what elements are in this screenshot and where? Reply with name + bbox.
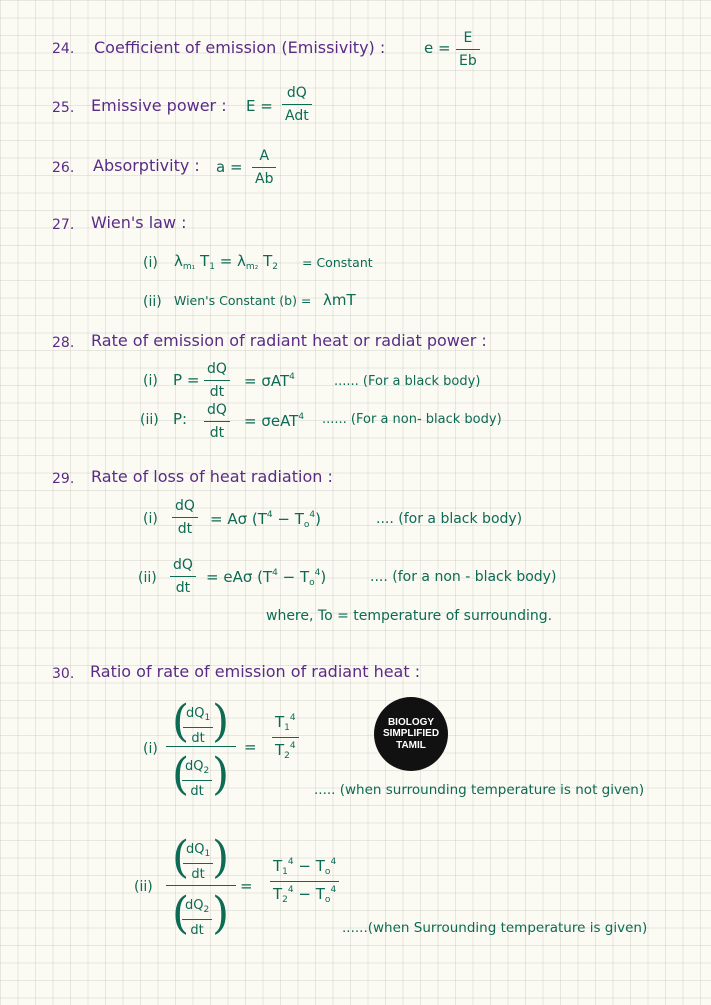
item-30-line2-close-paren-top: ) (212, 832, 230, 883)
item-26-lhs: a = (216, 158, 243, 176)
item-29-line2-fraction (170, 558, 196, 595)
item-30-line1-equals: = (244, 738, 257, 756)
item-30-line2-rhs-fraction (270, 858, 339, 905)
item-30-line1-close-paren-bottom: ) (212, 749, 230, 800)
item-28-line1-frac-top: dQ (207, 361, 227, 377)
item-30-line2-top-fraction (183, 843, 213, 881)
item-27-number: 27. (52, 217, 75, 233)
item-25-fraction (282, 86, 312, 123)
item-24-fraction (456, 31, 480, 68)
item-29-where-note: where, To = temperature of surrounding. (266, 608, 553, 624)
item-30-line2-main-bar (166, 885, 236, 886)
item-30-line2-numerator: $T_1^4 - T_o^4$ (273, 857, 337, 877)
item-30-number: 30. (52, 666, 75, 682)
item-30-line1-main-bar (166, 746, 236, 747)
item-28-line2-rhs: = σeAT$^4$ (244, 412, 305, 430)
item-28-line2-fraction (204, 403, 230, 440)
item-28-number: 28. (52, 335, 75, 351)
item-30-line1-open-paren-top: ( (172, 696, 190, 747)
item-29-line2-frac-den: dt (175, 580, 191, 596)
item-28-line2-label: (ii) (140, 412, 159, 428)
item-28-line2-note: ...... (For a non- black body) (322, 412, 502, 427)
item-28-line1-rhs-text: = σAT (244, 372, 290, 390)
item-30-line1-dt-top: dt (191, 731, 205, 746)
item-28-line1-fraction (204, 362, 230, 399)
logo-line-1: BIOLOGY (387, 716, 435, 728)
item-30-line2-close-paren-bottom: ) (212, 888, 230, 939)
item-29-line1-frac-den: dt (177, 521, 193, 537)
item-30-line2-open-paren-top: ( (172, 832, 190, 883)
item-30-line1-t1: $T_1^4$ (275, 713, 296, 733)
item-27-line2-rhs: λmT (323, 291, 356, 309)
item-30-line2-note: ......(when Surrounding temperature is given) (342, 920, 648, 936)
item-29-line1-note: .... (for a black body) (376, 511, 523, 527)
item-30-line2-label: (ii) (134, 879, 153, 895)
item-28-line1-rhs: = σAT$^4$ (244, 372, 295, 390)
item-28-line1-lhs: P = (173, 371, 200, 389)
item-25-lhs: E = (246, 97, 273, 115)
item-30-line1-dt-bottom: dt (190, 784, 204, 799)
item-30-line2-dt-bottom: dt (190, 923, 204, 938)
item-24-lhs: e = (424, 39, 451, 57)
item-29-line2-rhs: = eAσ $(T^4 - T_o^4)$ (206, 568, 327, 588)
item-29-line1-rhs-text: = Aσ (T (210, 510, 267, 528)
item-26-number: 26. (52, 160, 75, 176)
item-28-line1-label: (i) (143, 373, 158, 389)
item-30-line1-dq1: $dQ_1$ (186, 706, 211, 723)
item-29-number: 29. (52, 471, 75, 487)
item-29-title: Rate of loss of heat radiation : (91, 467, 333, 486)
item-30-line2-dq1: $dQ_1$ (186, 842, 211, 859)
item-28-line1-frac-den: dt (209, 384, 225, 400)
logo-line-3: TAMIL (396, 739, 426, 751)
item-28-line1-note: ...... (For a black body) (334, 374, 481, 389)
item-25-numerator: dQ (286, 85, 307, 101)
item-27-line2-text: Wien's Constant (b) = (174, 293, 312, 308)
item-30-line1-dq2: $dQ_2$ (185, 759, 210, 776)
item-30-line2-denominator: $T_2^4 - T_o^4$ (273, 885, 337, 905)
item-30-line2-open-paren-bottom: ( (172, 888, 190, 939)
item-29-line1-label: (i) (143, 511, 158, 527)
item-28-line2-rhs-text: = σeAT (244, 412, 299, 430)
item-29-line2-frac-top: dQ (173, 557, 193, 573)
item-29-line2-label: (ii) (138, 570, 157, 586)
item-30-line1-bottom-fraction (182, 760, 212, 798)
item-24-number: 24. (52, 41, 75, 57)
item-27-line1-formula: $\lambda_{m_1}$ $T_1 = \lambda_{m_2}$ $T_2$ (174, 252, 278, 272)
item-27-line1-constant: = Constant (302, 255, 373, 270)
item-29-line1-fraction (172, 499, 198, 536)
logo-line-2: SIMPLIFIED (382, 728, 440, 740)
item-24-denominator: Eb (459, 53, 477, 69)
item-30-line1-rhs-fraction (272, 714, 299, 761)
item-25-number: 25. (52, 100, 75, 116)
item-30-line1-note: ..... (when surrounding temperature is not given) (314, 782, 645, 798)
biology-simplified-tamil-logo (374, 697, 448, 771)
item-26-numerator: A (259, 148, 270, 164)
item-25-title: Emissive power : (91, 96, 227, 115)
item-26-fraction (252, 149, 276, 186)
item-30-line1-label: (i) (143, 741, 158, 757)
item-30-line1-open-paren-bottom: ( (172, 749, 190, 800)
item-28-line2-lhs: P: (173, 410, 188, 428)
item-30-line2-bottom-fraction (182, 899, 212, 937)
item-28-line2-frac-den: dt (209, 425, 225, 441)
item-24-numerator: E (463, 30, 473, 46)
item-25-denominator: Adt (285, 108, 309, 124)
item-28-line2-frac-top: dQ (207, 402, 227, 418)
item-27-title: Wien's law : (91, 213, 187, 232)
item-30-line1-top-fraction (183, 707, 213, 745)
item-29-line1-rhs: = Aσ $(T^4 - T_o^4)$ (210, 510, 322, 530)
item-26-denominator: Ab (255, 171, 274, 187)
item-24-title: Coefficient of emission (Emissivity) : (94, 38, 386, 57)
item-29-line1-frac-top: dQ (175, 498, 195, 514)
item-27-line1-label: (i) (143, 255, 158, 271)
item-29-line2-rhs-text: = eAσ (T (206, 568, 273, 586)
item-26-title: Absorptivity : (93, 156, 200, 175)
item-30-line2-dq2: $dQ_2$ (185, 898, 210, 915)
item-28-title: Rate of emission of radiant heat or radiat power : (91, 331, 487, 350)
item-30-title: Ratio of rate of emission of radiant heat : (90, 662, 421, 681)
item-30-line2-equals: = (240, 877, 253, 895)
item-30-line2-dt-top: dt (191, 867, 205, 882)
item-29-line2-note: .... (for a non - black body) (370, 569, 557, 585)
item-27-line2-label: (ii) (143, 294, 162, 310)
item-30-line1-close-paren-top: ) (212, 696, 230, 747)
item-30-line1-t2: $T_2^4$ (275, 741, 296, 761)
